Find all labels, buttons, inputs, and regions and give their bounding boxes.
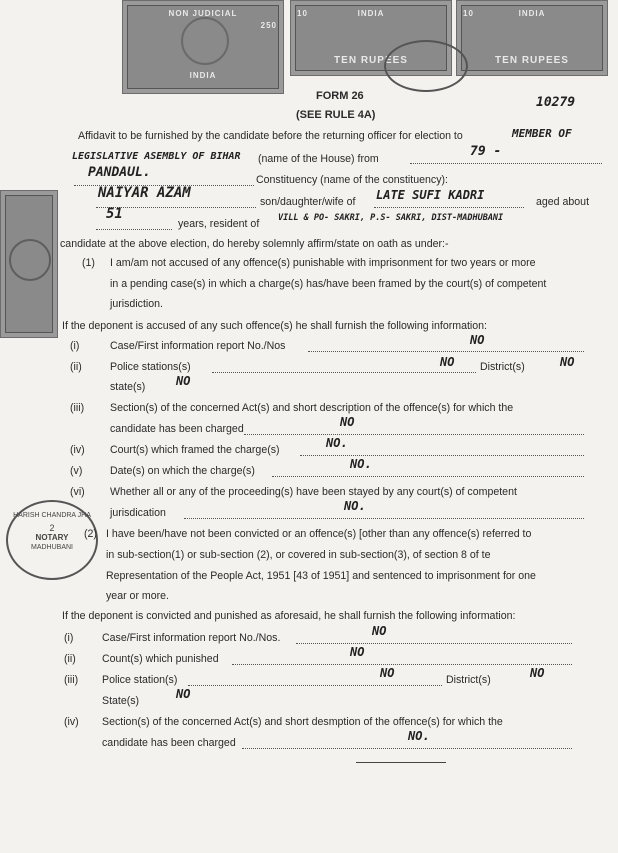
reference-number: 10279 bbox=[536, 95, 576, 110]
p1-item-label-2: candidate has been charged bbox=[110, 423, 244, 435]
dotted-line bbox=[212, 362, 476, 373]
p2-item-value: NO bbox=[372, 624, 387, 638]
p1-item-label: Case/First information report No./Nos bbox=[110, 340, 286, 352]
intro-line-1: Affidavit to be furnished by the candidate before the returning officer for election to bbox=[78, 130, 463, 142]
p1-state-value: NO bbox=[176, 374, 191, 388]
intro-line-5-mid: years, resident of bbox=[178, 218, 260, 230]
part2-text-a: I have been/have not been convicted or an offence(s) [other than any offence(s) referred to bbox=[106, 528, 532, 540]
intro-line-6: candidate at the above election, do hereby solemnly affirm/state on oath as under:- bbox=[60, 238, 449, 250]
p2-item-label: Case/First information report No./Nos. bbox=[102, 632, 281, 644]
p1-item-value: NO. bbox=[344, 499, 366, 513]
intro-line-2-tail: (name of the House) from bbox=[258, 153, 379, 165]
p2-district-value: NO bbox=[530, 666, 545, 680]
p1-item-number: (vi) bbox=[70, 486, 85, 498]
p1-item-number: (v) bbox=[70, 465, 83, 477]
p2-item-number: (iv) bbox=[64, 716, 79, 728]
part1-number: (1) bbox=[82, 257, 95, 269]
p1-item-label: Police stations(s) bbox=[110, 361, 191, 373]
address: VILL & PO- SAKRI, P.S- SAKRI, DIST-MADHUBANI bbox=[278, 213, 504, 223]
part2-text-c: Representation of the People Act, 1951 [43 of 1951] and sentenced to imprisonment for one bbox=[106, 570, 536, 582]
stamp-denomination: 10 bbox=[297, 9, 308, 18]
part2-number: (2) bbox=[84, 528, 97, 540]
dotted-line bbox=[232, 654, 572, 665]
notary-seal-name: HARISH CHANDRA JHA bbox=[13, 512, 91, 519]
p1-item-number: (i) bbox=[70, 340, 80, 352]
form-rule: (SEE RULE 4A) bbox=[296, 109, 376, 121]
p1-item-label-2: jurisdication bbox=[110, 507, 166, 519]
constituency-name: PANDAUL. bbox=[88, 165, 151, 180]
intro-line-4-mid: son/daughter/wife of bbox=[260, 196, 356, 208]
notary-cancel-seal-icon bbox=[384, 40, 468, 92]
part1-text-a: I am/am not accused of any offence(s) punishable with imprisonment for two years or more bbox=[110, 257, 536, 269]
stamp-country: INDIA bbox=[357, 9, 385, 18]
notary-seal-top: NOTARY bbox=[35, 533, 69, 542]
p2-item-label: Police station(s) bbox=[102, 674, 178, 686]
part1-condition: If the deponent is accused of any such offence(s) he shall furnish the following information: bbox=[62, 320, 487, 332]
p1-state-label: state(s) bbox=[110, 381, 146, 393]
age: 51 bbox=[106, 206, 123, 222]
notary-seal-number: 2 bbox=[49, 523, 55, 533]
p2-state-value: NO bbox=[176, 687, 191, 701]
part2-text-d: year or more. bbox=[106, 590, 169, 602]
p1-item-value: NO bbox=[340, 415, 355, 429]
part1-text-b: in a pending case(s) in which a charge(s) has/have been framed by the court(s) of competent bbox=[110, 278, 547, 290]
p1-item-value: NO bbox=[470, 333, 485, 347]
stamp-label: TEN RUPEES bbox=[334, 55, 408, 66]
constituency-number: 79 - bbox=[470, 144, 502, 159]
dotted-line bbox=[374, 197, 524, 208]
p2-item-number: (ii) bbox=[64, 653, 76, 665]
part2-condition: If the deponent is convicted and punished as aforesaid, he shall furnish the following information: bbox=[62, 610, 516, 622]
p1-item-number: (iii) bbox=[70, 402, 85, 414]
stamp-country: INDIA bbox=[189, 71, 217, 80]
dotted-line bbox=[188, 675, 442, 686]
father-name: LATE SUFI KADRI bbox=[376, 188, 485, 202]
dotted-line bbox=[308, 341, 584, 352]
underline-mark bbox=[356, 762, 446, 763]
stamp-label: TEN RUPEES bbox=[495, 55, 569, 66]
p1-item-label: Date(s) on which the charge(s) bbox=[110, 465, 255, 477]
stamp-10-b bbox=[456, 0, 608, 76]
p2-item-number: (iii) bbox=[64, 674, 79, 686]
notary-seal-place: MADHUBANI bbox=[30, 544, 73, 551]
stamp-denomination: 10 bbox=[463, 9, 474, 18]
p1-district-value: NO bbox=[560, 355, 575, 369]
p2-item-label-2: candidate has been charged bbox=[102, 737, 236, 749]
p1-item-value: NO. bbox=[350, 457, 372, 471]
p1-item-label: Court(s) which framed the charge(s) bbox=[110, 444, 280, 456]
dotted-line bbox=[244, 424, 584, 435]
dotted-line bbox=[296, 633, 572, 644]
stamp-country: INDIA bbox=[518, 9, 546, 18]
p2-item-label: Count(s) which punished bbox=[102, 653, 219, 665]
stamp-label: NON JUDICIAL bbox=[168, 9, 238, 18]
p2-item-label: Section(s) of the concerned Act(s) and short desmption of the offence(s) for which the bbox=[102, 716, 503, 728]
house-name-a: MEMBER OF bbox=[512, 127, 572, 140]
form-title: FORM 26 bbox=[316, 90, 364, 102]
p1-item-number: (ii) bbox=[70, 361, 82, 373]
p1-item-number: (iv) bbox=[70, 444, 85, 456]
p2-police-value: NO bbox=[380, 666, 395, 680]
intro-line-3-tail: Constituency (name of the constituency): bbox=[256, 174, 448, 186]
p1-police-value: NO bbox=[440, 355, 455, 369]
house-name-b: LEGISLATIVE ASEMBLY OF BIHAR bbox=[72, 151, 241, 162]
p2-item-value: NO bbox=[350, 645, 365, 659]
p1-item-label: Whether all or any of the proceeding(s) have been stayed by any court(s) of competent bbox=[110, 486, 517, 498]
p1-item-label: Section(s) of the concerned Act(s) and short description of the offence(s) for which the bbox=[110, 402, 514, 414]
stamp-emblem-icon bbox=[181, 17, 229, 65]
dotted-line bbox=[184, 508, 584, 519]
part2-text-b: in sub-section(1) or sub-section (2), or covered in sub-section(3), of section 8 of te bbox=[106, 549, 491, 561]
stamp-250 bbox=[122, 0, 284, 94]
p2-state-label: State(s) bbox=[102, 695, 140, 707]
dotted-line bbox=[410, 153, 602, 164]
part1-text-c: jurisdiction. bbox=[110, 298, 163, 310]
p1-item-value: NO. bbox=[326, 436, 348, 450]
side-stamp bbox=[0, 190, 58, 338]
dotted-line bbox=[242, 738, 572, 749]
candidate-name: NAIYAR AZAM bbox=[98, 185, 191, 201]
stamp-denomination: 250 bbox=[260, 21, 277, 30]
side-stamp-emblem-icon bbox=[9, 239, 51, 281]
dotted-line bbox=[272, 466, 584, 477]
p2-district-label: District(s) bbox=[446, 674, 491, 686]
p1-district-label: District(s) bbox=[480, 361, 525, 373]
intro-line-4-tail: aged about bbox=[536, 196, 590, 208]
p2-item-value: NO. bbox=[408, 729, 430, 743]
p2-item-number: (i) bbox=[64, 632, 74, 644]
